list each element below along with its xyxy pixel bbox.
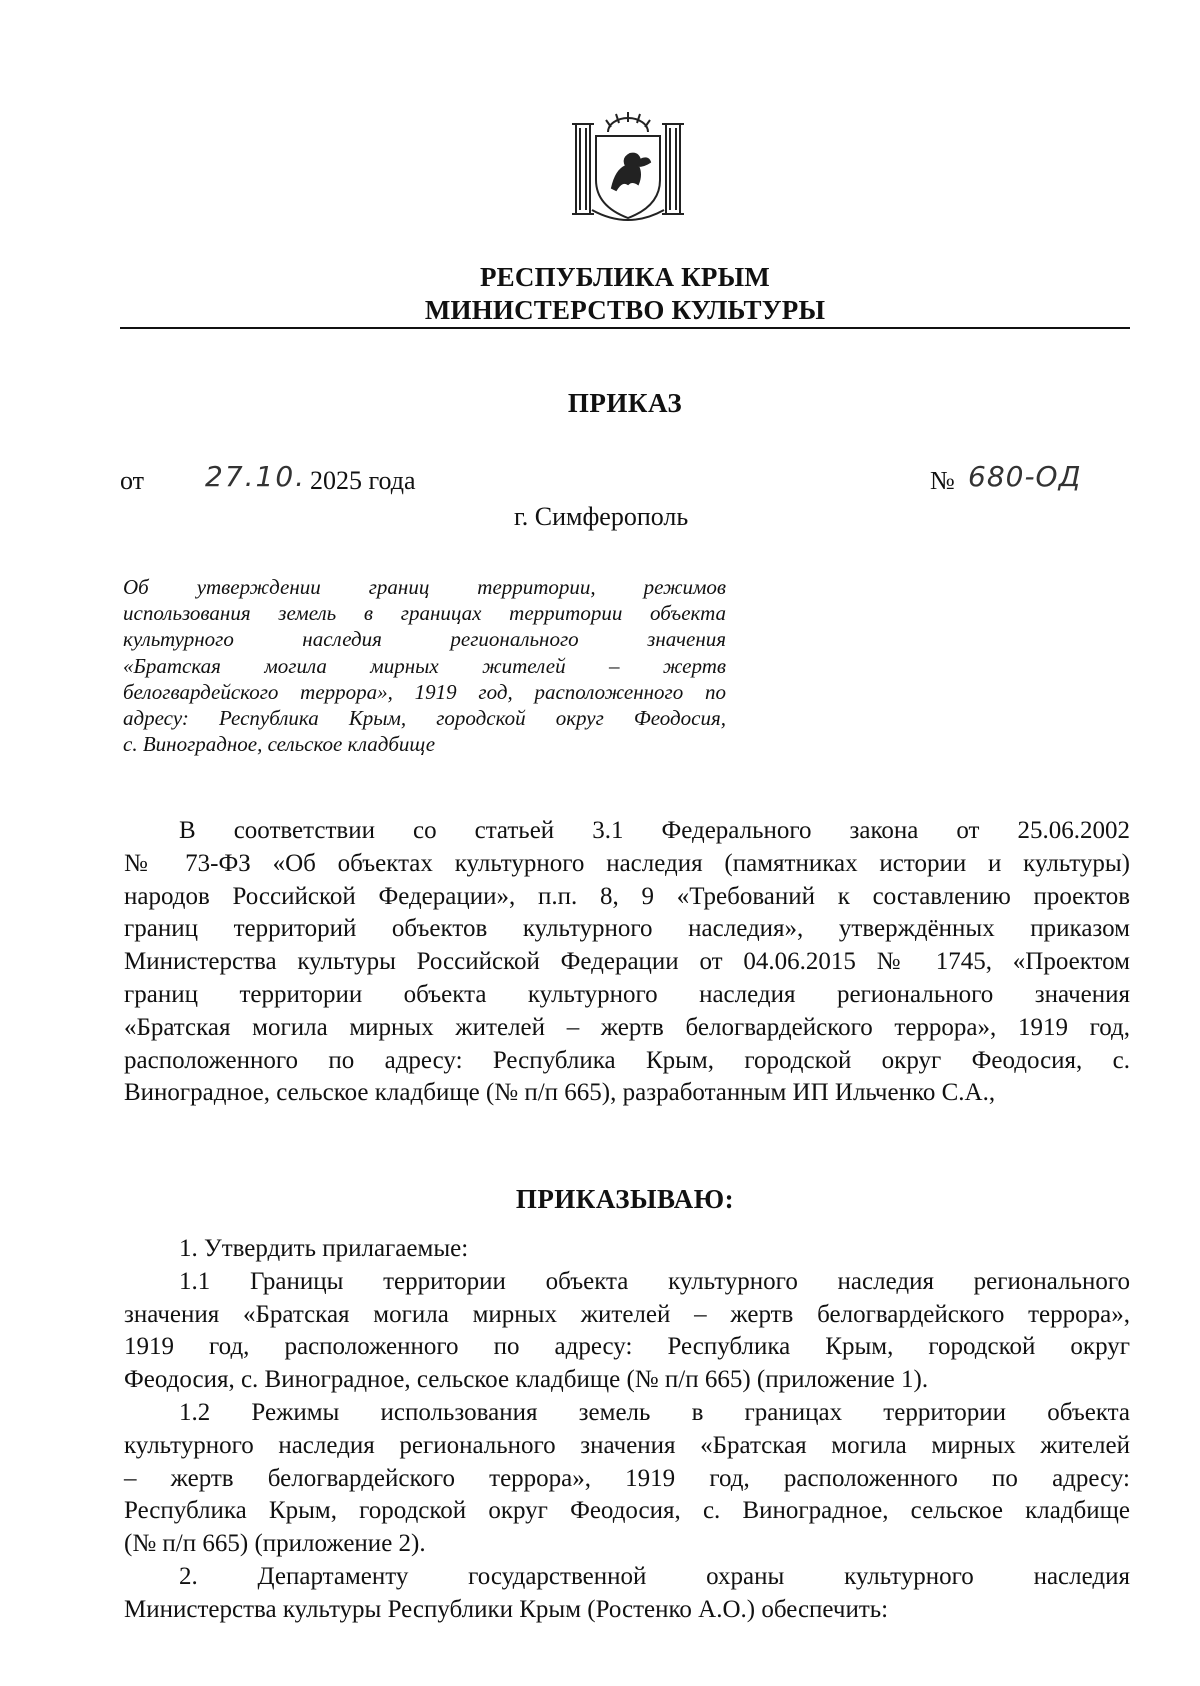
subject-line: культурного наследия регионального значения <box>123 627 726 652</box>
header-divider <box>120 327 1130 329</box>
preamble-line: № 73-ФЗ «Об объектах культурного наследия (памятниках истории и культуры) <box>124 849 1130 877</box>
item-line: Феодосия, с. Виноградное, сельское кладбище (№ п/п 665) (приложение 1). <box>124 1366 929 1394</box>
subject-line: использования земель в границах территории объекта <box>123 601 726 626</box>
preamble-line: расположенного по адресу: Республика Крым, городской округ Феодосия, с. <box>124 1046 1130 1074</box>
subject-line: белогвардейского террора», 1919 год, расположенного по <box>123 679 726 704</box>
date-year: 2025 года <box>310 466 416 495</box>
item-line: – жертв белогвардейского террора», 1919 год, расположенного по адресу: <box>124 1464 1130 1492</box>
order-heading: ПРИКАЗЫВАЮ: <box>515 1184 735 1214</box>
crimea-coat-of-arms-icon <box>568 110 688 228</box>
item-line: 1. Утвердить прилагаемые: <box>179 1235 469 1262</box>
item-line: культурного наследия регионального значения «Братская могила мирных жителей <box>124 1431 1130 1459</box>
preamble-line: «Братская могила мирных жителей – жертв белогвардейского террора», 1919 год, <box>124 1013 1130 1041</box>
item-line: 2. Департаменту государственной охраны культурного наследия <box>179 1562 1130 1590</box>
ministry-title: МИНИСТЕРСТВО КУЛЬТУРЫ <box>424 295 826 325</box>
document-number-handwritten: 680-ОД <box>968 460 1082 493</box>
subject-line: Об утверждении границ территории, режимов <box>123 575 726 599</box>
order-items <box>124 1233 1130 1627</box>
republic-title: РЕСПУБЛИКА КРЫМ <box>479 262 770 292</box>
item-line: Министерства культуры Республики Крым (Ростенко А.О.) обеспечить: <box>124 1595 889 1623</box>
preamble-line: народов Российской Федерации», п.п. 8, 9 «Требований к составлению проектов <box>124 882 1130 910</box>
city: г. Симферополь <box>514 502 689 531</box>
subject-line: адресу: Республика Крым, городской округ Феодосия, <box>123 705 726 730</box>
item-line: значения «Братская могила мирных жителей – жертв белогвардейского террора», <box>124 1300 1130 1328</box>
item-line: 1.2 Режимы использования земель в границах территории объекта <box>179 1398 1130 1426</box>
preamble-line: границ территорий объектов культурного наследия», утверждённых приказом <box>124 915 1130 943</box>
item-line: 1.1 Границы территории объекта культурного наследия регионального <box>179 1267 1130 1295</box>
preamble-line: В соответствии со статьей 3.1 Федерального закона от 25.06.2002 <box>179 817 1130 844</box>
item-line: Республика Крым, городской округ Феодосия, с. Виноградное, сельское кладбище <box>124 1497 1130 1525</box>
preamble-line: Министерства культуры Российской Федерации от 04.06.2015 № 1745, «Проектом <box>124 948 1130 976</box>
subject-line: с. Виноградное, сельское кладбище <box>123 732 436 757</box>
document-type: ПРИКАЗ <box>567 388 683 418</box>
item-line: (№ п/п 665) (приложение 2). <box>124 1530 426 1558</box>
preamble-line: Виноградное, сельское кладбище (№ п/п 665), разработанным ИП Ильченко С.А., <box>124 1079 996 1107</box>
preamble-paragraph <box>124 815 1130 1110</box>
preamble-line: границ территории объекта культурного наследия регионального значения <box>124 980 1130 1008</box>
item-line: 1919 год, расположенного по адресу: Республика Крым, городской округ <box>124 1333 1130 1361</box>
date-prefix: от <box>120 466 145 495</box>
subject-line: «Братская могила мирных жителей – жертв <box>123 653 726 678</box>
subject-block <box>123 574 726 757</box>
number-sign: № <box>930 466 955 495</box>
date-handwritten: 27.10. <box>205 460 307 493</box>
